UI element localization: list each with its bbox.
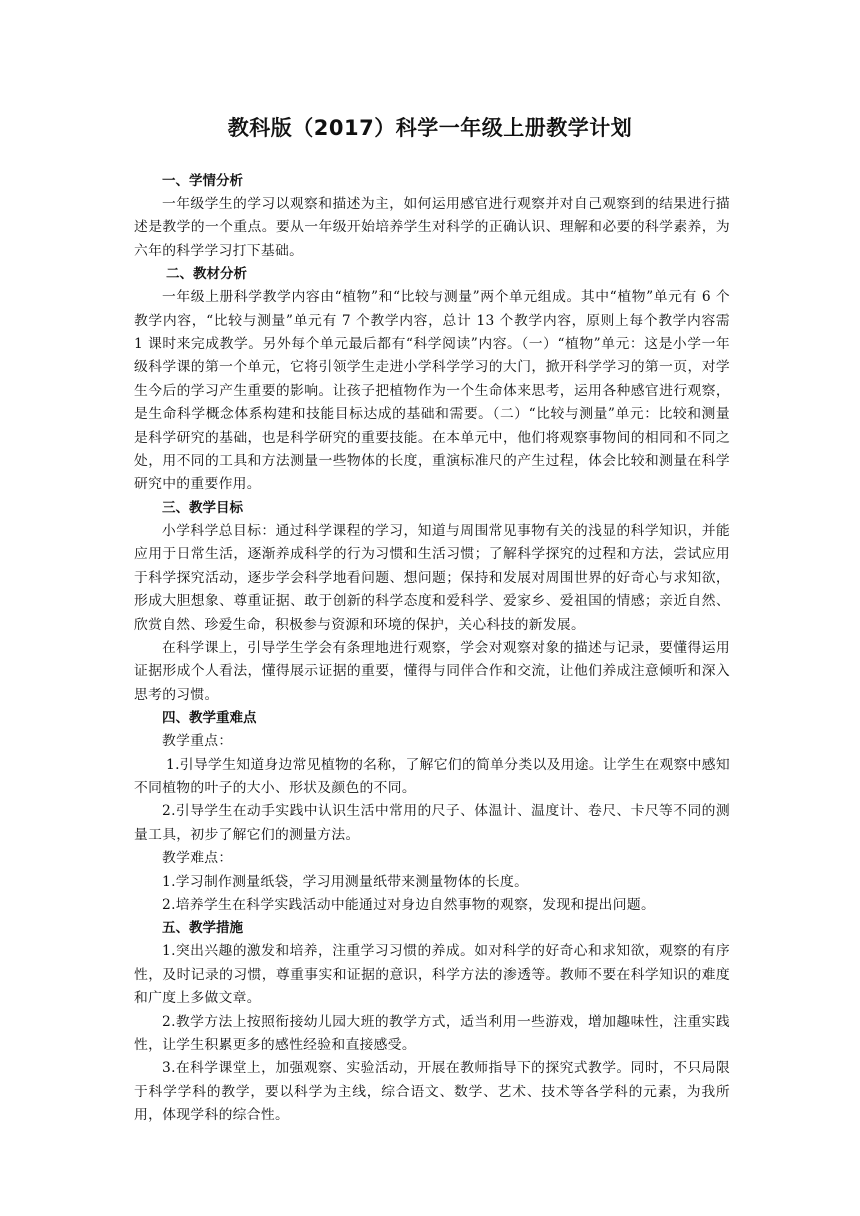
section-1-paragraph-1: 一年级学生的学习以观察和描述为主，如何运用感官进行观察并对自己观察到的结果进行描述是教学的一个重点。要从一年级开始培养学生对科学的正确认识、理解和必要的科学素养，为六年的科学学习打下基础。 xyxy=(134,196,730,259)
difficulty-point-2: 2.培养学生在科学实践活动中能通过对身边自然事物的观察，发现和提出问题。 xyxy=(162,896,656,913)
document-body xyxy=(134,170,730,1128)
page-title: 教科版（2017）科学一年级上册教学计划 xyxy=(227,116,633,140)
key-point-1: 1.引导学生知道身边常见植物的名称，了解它们的简单分类以及用途。让学生在观察中感知不同植物的叶子的大小、形状及颜色的不同。 xyxy=(134,756,730,796)
section-3-paragraph-1: 小学科学总目标：通过科学课程的学习，知道与周围常见事物有关的浅显的科学知识，并能应用于日常生活，逐渐养成科学的行为习惯和生活习惯；了解科学探究的过程和方法，尝试应用于科学探究活动，逐步学会科学地看问题、想问题；保持和发展对周围世界的好奇心与求知欲，形成大胆想象、尊重证据、敢于创新的科学态度和爱科学、爱家乡、爱祖国的情感；亲近自然、欣赏自然、珍爱生命，积极参与资源和环境的保护，关心科技的新发展。 xyxy=(134,522,730,633)
measure-1: 1.突出兴趣的激发和培养，注重学习习惯的养成。如对科学的好奇心和求知欲，观察的有序性，及时记录的习惯，尊重事实和证据的意识，科学方法的渗透等。教师不要在科学知识的难度和广度上多做文章。 xyxy=(134,943,730,1007)
section-heading-3: 三、教学目标 xyxy=(162,499,243,516)
section-2-paragraph-1: 一年级上册科学教学内容由“植物”和“比较与测量”两个单元组成。其中“植物”单元有 6 个教学内容，“比较与测量”单元有 7 个教学内容，总计 13 个教学内容，原则上每个教学内容需 1 课时来完成教学。另外每个单元最后都有“科学阅读”内容。（一）“植物”单元：这是小学一年级科学课的第一个单元，它将引领学生走进小学科学学习的大门，掀开科学学习的第一页，对学生今后的学习产生重要的影响。让孩子把植物作为一个生命体来思考，运用各种感官进行观察，是生命科学概念体系构建和技能目标达成的基础和需要。（二）“比较与测量”单元：比较和测量是科学研究的基础，也是科学研究的重要技能。在本单元中，他们将观察事物间的相同和不同之处，用不同的工具和方法测量一些物体的长度，重演标准尺的产生过程，体会比较和测量在科学研究中的重要作用。 xyxy=(134,289,730,493)
section-heading-4: 四、教学重难点 xyxy=(162,710,257,727)
difficulty-points-label: 教学难点： xyxy=(162,850,233,867)
key-point-2: 2.引导学生在动手实践中认识生活中常用的尺子、体温计、温度计、卷尺、卡尺等不同的测量工具，初步了解它们的测量方法。 xyxy=(134,803,730,843)
section-heading-2: 二、教材分析 xyxy=(166,266,247,283)
section-heading-5: 五、教学措施 xyxy=(162,920,243,937)
section-3-paragraph-2: 在科学课上，引导学生学会有条理地进行观察，学会对观察对象的描述与记录，要懂得运用证据形成个人看法，懂得展示证据的重要，懂得与同伴合作和交流，让他们养成注意倾听和深入思考的习惯。 xyxy=(134,639,730,703)
measure-2: 2.教学方法上按照衔接幼儿园大班的教学方式，适当利用一些游戏，增加趣味性，注重实践性，让学生积累更多的感性经验和直接感受。 xyxy=(134,1013,730,1053)
section-heading-1: 一、学情分析 xyxy=(162,173,243,189)
measure-3: 3.在科学课堂上，加强观察、实验活动，开展在教师指导下的探究式教学。同时，不只局限于科学学科的教学，要以科学为主线，综合语文、数学、艺术、技术等各学科的元素，为我所用，体现学科的综合性。 xyxy=(134,1060,730,1124)
difficulty-point-1: 1.学习制作测量纸袋，学习用测量纸带来测量物体的长度。 xyxy=(162,873,529,890)
key-points-label: 教学重点： xyxy=(162,733,233,750)
